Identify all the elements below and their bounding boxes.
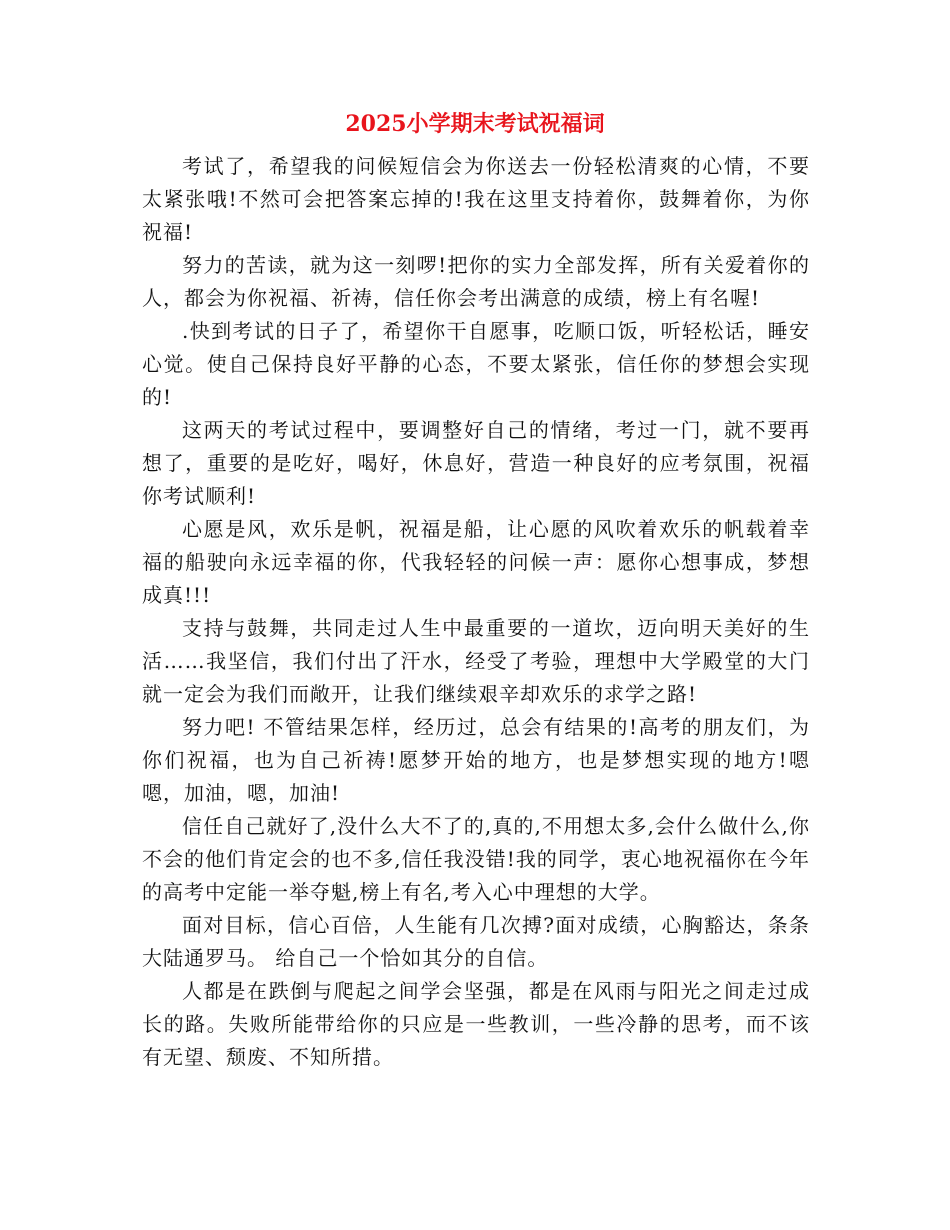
paragraph-10: 人都是在跌倒与爬起之间学会坚强，都是在风雨与阳光之间走过成长的路。失败所能带给你的只应是一些教训，一些冷静的思考，而不该有无望、颓废、不知所措。 [142, 979, 810, 1069]
paragraph-6: 支持与鼓舞，共同走过人生中最重要的一道坎，迈向明天美好的生活……我坚信，我们付出了汗水，经受了考验，理想中大学殿堂的大门就一定会为我们而敞开，让我们继续艰辛却欢乐的求学之路! [142, 616, 810, 706]
paragraph-5: 心愿是风，欢乐是帆，祝福是船，让心愿的风吹着欢乐的帆载着幸福的船驶向永远幸福的你，代我轻轻的问候一声：愿你心想事成，梦想成真!!! [142, 517, 810, 607]
document-title: 2025小学期末考试祝福词 [345, 111, 605, 137]
paragraph-4: 这两天的考试过程中，要调整好自己的情绪，考过一门，就不要再想了，重要的是吃好，喝好，休息好，营造一种良好的应考氛围，祝福你考试顺利! [142, 418, 810, 508]
paragraph-1: 考试了，希望我的问候短信会为你送去一份轻松清爽的心情，不要太紧张哦!不然可会把答案忘掉的!我在这里支持着你，鼓舞着你，为你祝福! [142, 154, 810, 244]
paragraph-2: 努力的苦读，就为这一刻啰!把你的实力全部发挥，所有关爱着你的人，都会为你祝福、祈祷，信任你会考出满意的成绩，榜上有名喔! [142, 253, 810, 310]
paragraph-3: .快到考试的日子了，希望你干自愿事，吃顺口饭，听轻松话，睡安心觉。使自己保持良好平静的心态，不要太紧张，信任你的梦想会实现的! [142, 319, 810, 409]
document-body [142, 150, 810, 1074]
paragraph-8: 信任自己就好了,没什么大不了的,真的,不用想太多,会什么做什么,你不会的他们肯定会的也不多,信任我没错!我的同学，衷心地祝福你在今年的高考中定能一举夺魁,榜上有名,考入心中理想的大学。 [142, 814, 810, 904]
paragraph-9: 面对目标，信心百倍，人生能有几次搏?面对成绩，心胸豁达，条条大陆通罗马。 给自己一个恰如其分的自信。 [142, 913, 810, 970]
paragraph-7: 努力吧! 不管结果怎样，经历过，总会有结果的!高考的朋友们，为你们祝福，也为自己祈祷!愿梦开始的地方，也是梦想实现的地方!嗯嗯，加油，嗯，加油! [142, 715, 810, 805]
